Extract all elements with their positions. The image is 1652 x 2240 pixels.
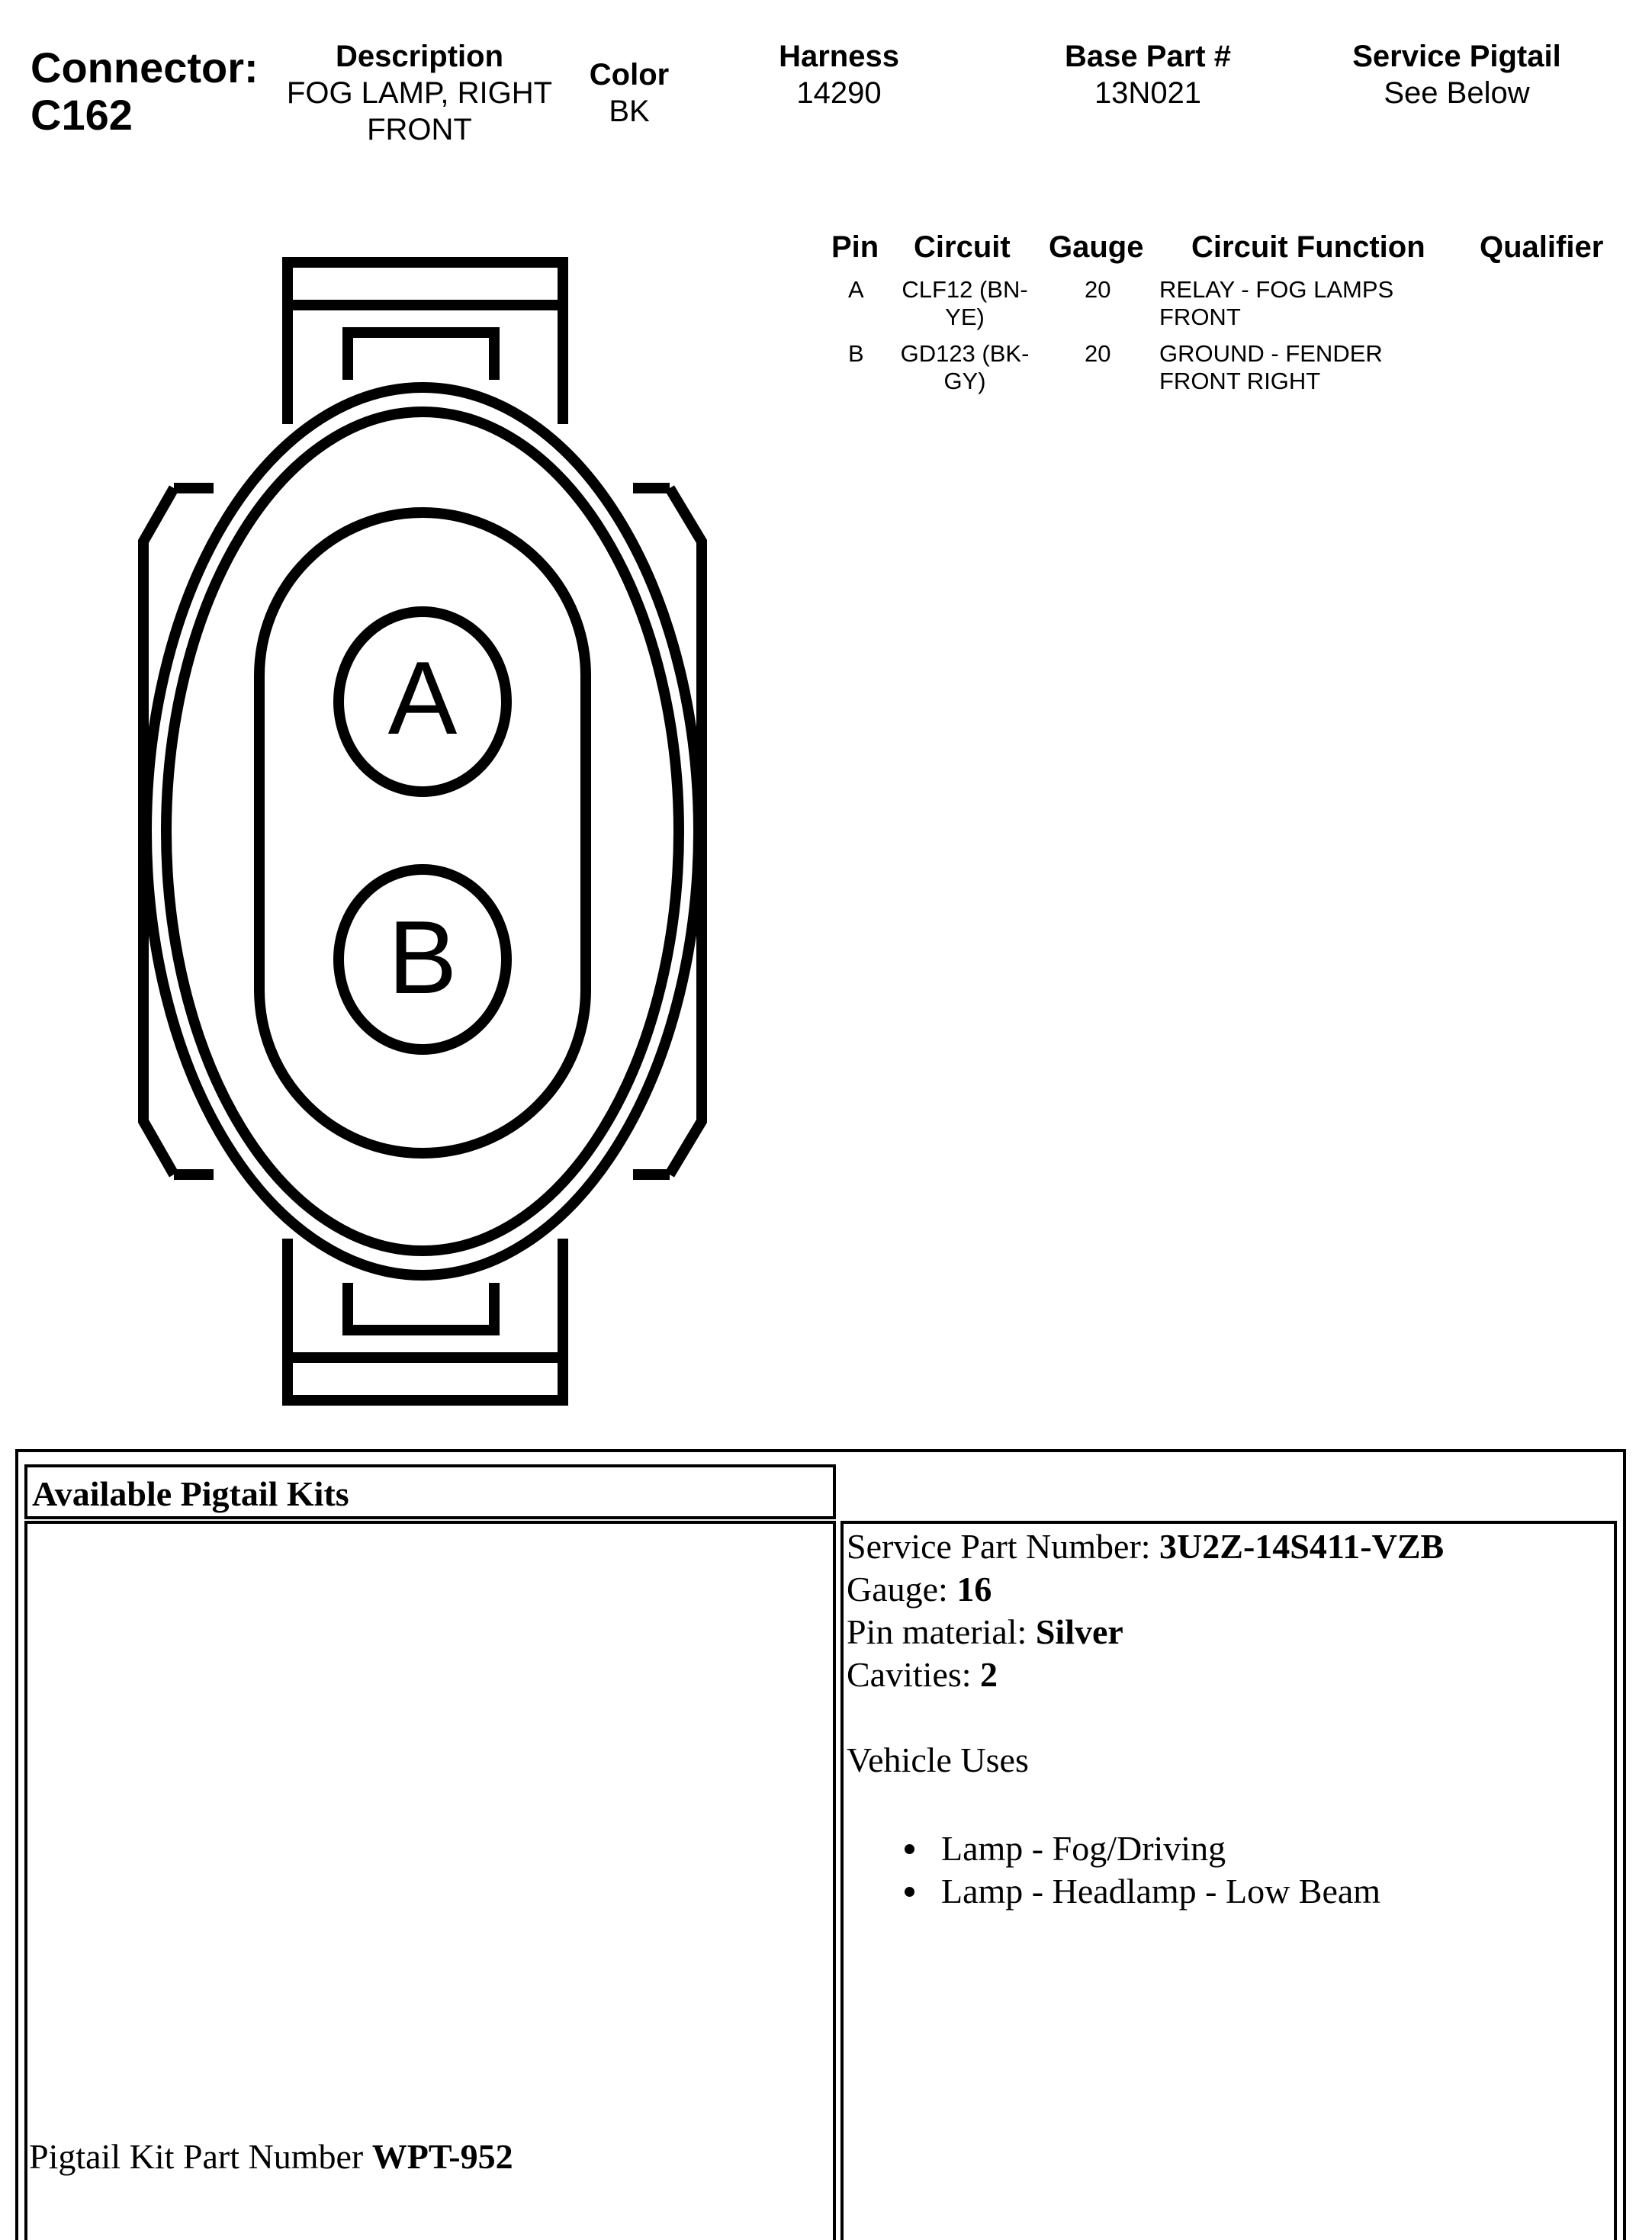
pigtail-details [847, 1525, 1444, 1913]
vehicle-uses-heading: Vehicle Uses [847, 1740, 1029, 1779]
color-value: BK [609, 95, 650, 128]
service-part-value: 3U2Z-14S411-VZB [1159, 1527, 1445, 1566]
pin-material-label: Pin material: [847, 1612, 1036, 1651]
function-line2: FRONT RIGHT [1159, 368, 1321, 394]
harness-value: 14290 [796, 76, 882, 110]
pigtail-kit-part-number [29, 2136, 513, 2178]
bullet-icon [905, 1887, 914, 1897]
housing-mid [166, 412, 679, 1251]
top-latch [288, 262, 563, 424]
vehicle-uses-list [941, 1827, 1444, 1913]
function-col-header: Circuit Function [1191, 230, 1425, 264]
gauge-col-header: Gauge [1049, 230, 1144, 264]
pin-material-line [847, 1611, 1444, 1653]
color-header: Color [589, 58, 670, 92]
gauge-value: 16 [956, 1570, 992, 1608]
base-part-column [1022, 38, 1274, 111]
vehicle-use-text: Lamp - Fog/Driving [941, 1829, 1226, 1868]
connector-id: C162 [31, 91, 133, 139]
harness-header: Harness [779, 40, 899, 73]
housing-outer [146, 387, 699, 1275]
bottom-latch-inner [348, 1283, 494, 1330]
outer-left-border [15, 1449, 18, 2240]
function-cell [1159, 340, 1383, 395]
kit-number-value: WPT-952 [371, 2137, 513, 2176]
function-line1: RELAY - FOG LAMPS [1159, 276, 1394, 303]
right-cell-right [1614, 1521, 1617, 2240]
gauge-cell: 20 [1085, 276, 1111, 303]
left-cell-top [24, 1521, 836, 1524]
circuit-line1: GD123 (BK- [900, 340, 1030, 367]
function-line1: GROUND - FENDER [1159, 340, 1383, 367]
base-part-header: Base Part # [1065, 40, 1231, 73]
connector-label: Connector: [31, 43, 259, 92]
function-line2: FRONT [1159, 304, 1241, 330]
gauge-cell: 20 [1085, 340, 1111, 367]
bottom-latch [288, 1239, 563, 1400]
top-latch-inner [348, 333, 494, 380]
pin-b-label: B [387, 899, 458, 1015]
cavities-value: 2 [980, 1655, 998, 1694]
outer-right-border [1623, 1449, 1626, 2240]
circuit-line1: CLF12 (BN- [902, 276, 1028, 303]
left-cell-right [833, 1521, 836, 2240]
connector-title [31, 44, 259, 139]
service-pigtail-column [1319, 38, 1594, 111]
description-value-line1: FOG LAMP, RIGHT [286, 76, 553, 110]
kit-number-label: Pigtail Kit Part Number [29, 2137, 372, 2176]
pin-material-value: Silver [1035, 1612, 1123, 1651]
circuit-col-header: Circuit [914, 230, 1011, 264]
pigtail-title-cell [24, 1464, 836, 1519]
color-column [572, 56, 686, 130]
pin-cell: B [848, 340, 864, 367]
pin-cell: A [848, 276, 864, 303]
service-pigtail-value: See Below [1384, 76, 1530, 110]
list-item [941, 1870, 1444, 1913]
outer-top-border [15, 1449, 1626, 1452]
cavities-line [847, 1653, 1444, 1696]
service-pigtail-header: Service Pigtail [1352, 40, 1561, 73]
pin-a-label: A [387, 640, 458, 756]
pin-col-header: Pin [831, 230, 879, 264]
bullet-icon [905, 1844, 914, 1854]
description-column [275, 38, 564, 148]
harness-column [732, 38, 946, 111]
connector-face-diagram [130, 252, 717, 1411]
circuit-line2: GY) [943, 368, 986, 394]
circuit-line2: YE) [945, 304, 985, 330]
cavities-label: Cavities: [847, 1655, 981, 1694]
left-cell-left [24, 1521, 27, 2240]
circuit-cell [885, 276, 1045, 331]
list-item [941, 1827, 1444, 1870]
right-cell-left [840, 1521, 844, 2240]
description-header: Description [335, 40, 504, 73]
circuit-cell [885, 340, 1045, 395]
gauge-label: Gauge: [847, 1570, 957, 1608]
qualifier-col-header: Qualifier [1480, 230, 1604, 264]
service-part-number [847, 1525, 1444, 1568]
base-part-value: 13N021 [1094, 76, 1202, 110]
function-cell [1159, 276, 1393, 331]
right-cell-top [840, 1521, 1617, 1524]
description-value-line2: FRONT [367, 113, 472, 146]
service-part-label: Service Part Number: [847, 1527, 1160, 1566]
pigtail-title: Available Pigtail Kits [32, 1474, 349, 1513]
gauge-line [847, 1568, 1444, 1611]
vehicle-use-text: Lamp - Headlamp - Low Beam [941, 1872, 1381, 1911]
